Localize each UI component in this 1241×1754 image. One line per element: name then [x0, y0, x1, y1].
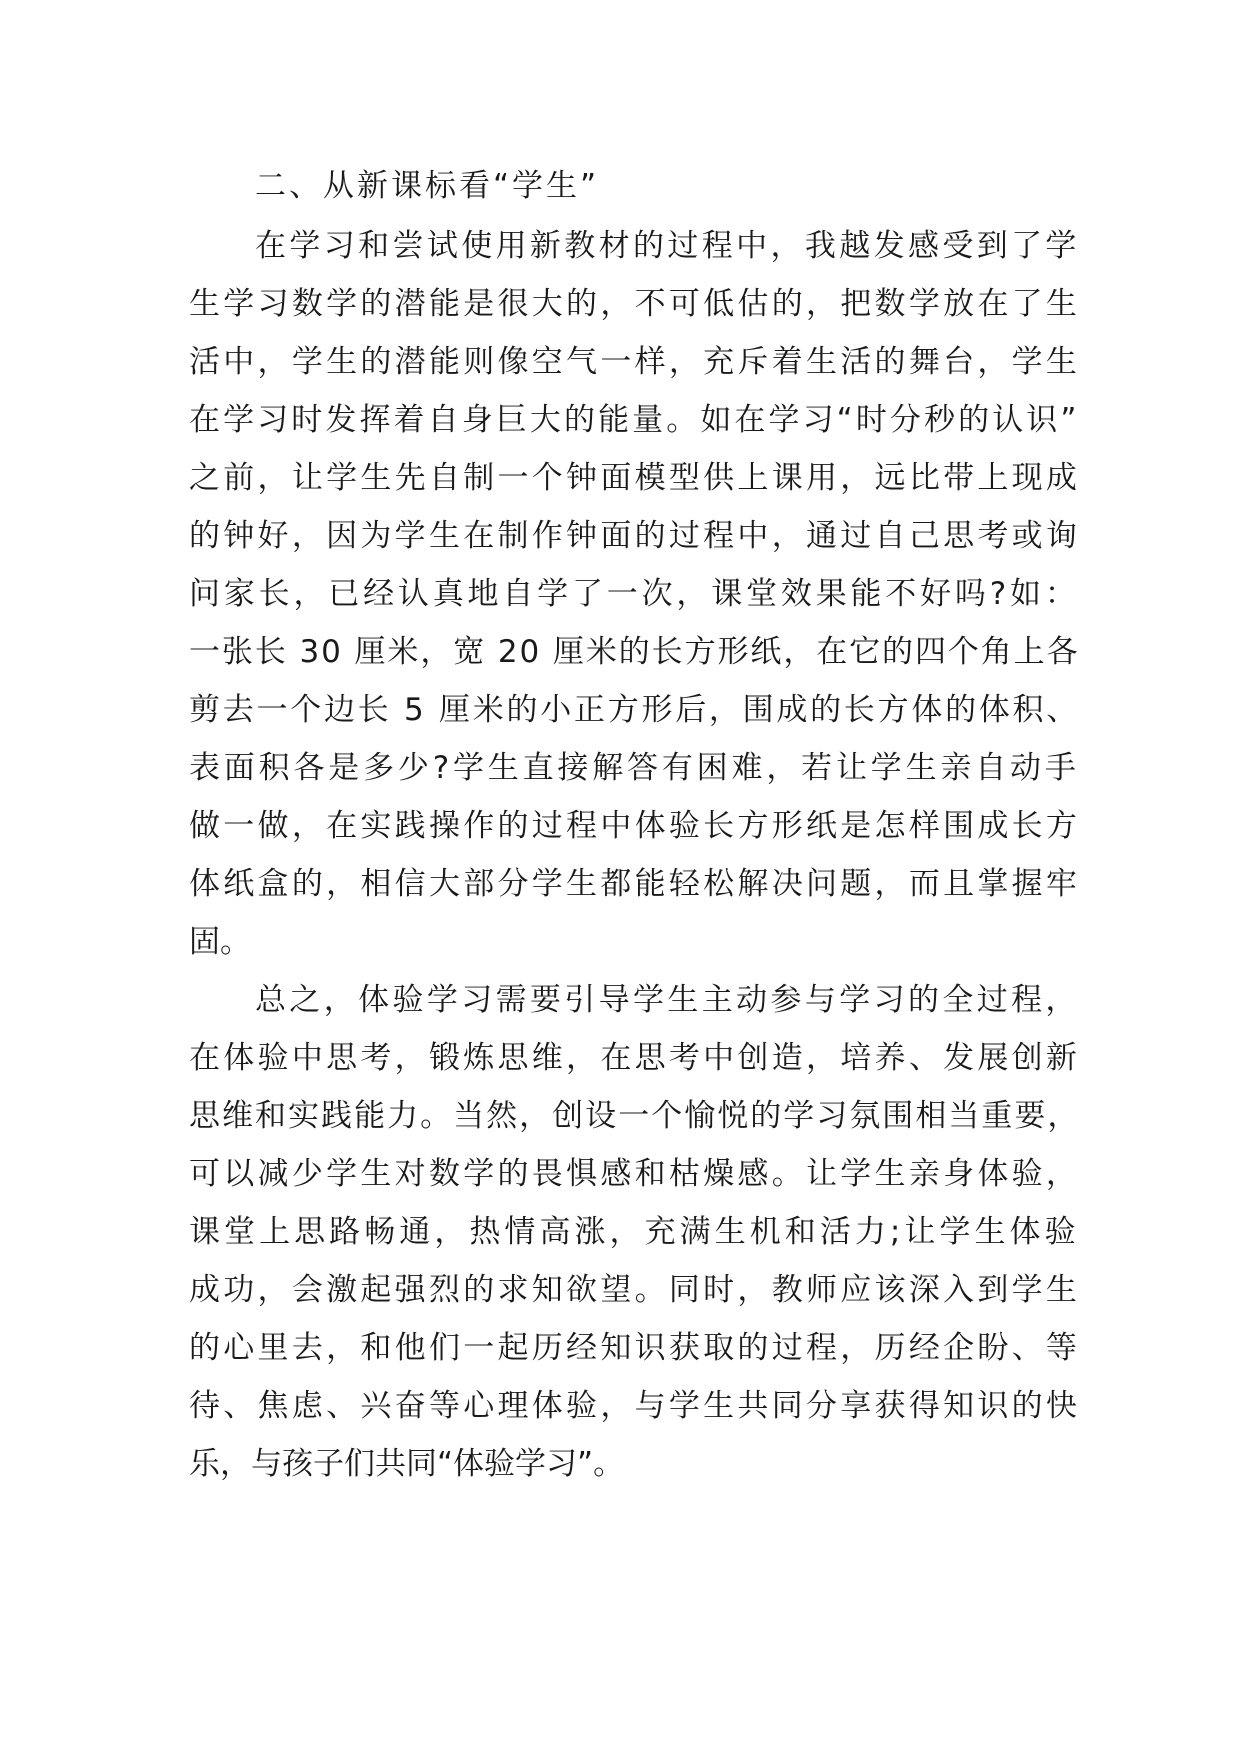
paragraph-line: 课堂上思路畅通，热情高涨，充满生机和活力;让学生体验 — [189, 1214, 1080, 1250]
paragraph-line: 之前，让学生先自制一个钟面模型供上课用，远比带上现成 — [189, 460, 1081, 496]
paragraph-line: 的钟好，因为学生在制作钟面的过程中，通过自己思考或询 — [189, 518, 1081, 554]
paragraph-line: 固。 — [189, 924, 251, 960]
section-heading: 二、从新课标看“学生” — [255, 168, 600, 204]
paragraph-line: 活中，学生的潜能则像空气一样，充斥着生活的舞台，学生 — [189, 344, 1081, 380]
paragraph-line: 的心里去，和他们一起历经知识获取的过程，历经企盼、等 — [189, 1330, 1081, 1366]
paragraph-line: 在学习时发挥着自身巨大的能量。如在学习“时分秒的认识” — [189, 402, 1080, 438]
paragraph-line: 做一做，在实践操作的过程中体验长方形纸是怎样围成长方 — [189, 808, 1081, 844]
paragraph-line: 表面积各是多少?学生直接解答有困难，若让学生亲自动手 — [189, 750, 1080, 786]
paragraph-line: 剪去一个边长 5 厘米的小正方形后，围成的长方体的体积、 — [189, 692, 1081, 728]
paragraph-line: 成功，会激起强烈的求知欲望。同时，教师应该深入到学生 — [189, 1272, 1081, 1308]
paragraph-line: 体纸盒的，相信大部分学生都能轻松解决问题，而且掌握牢 — [189, 866, 1081, 902]
paragraph-line: 一张长 30 厘米，宽 20 厘米的长方形纸，在它的四个角上各 — [189, 634, 1080, 670]
paragraph-line: 问家长，已经认真地自学了一次，课堂效果能不好吗?如： — [189, 576, 1080, 612]
paragraph-line: 总之，体验学习需要引导学生主动参与学习的全过程， — [255, 982, 1080, 1018]
paragraph-line: 生学习数学的潜能是很大的，不可低估的，把数学放在了生 — [189, 286, 1081, 322]
paragraph-line: 思维和实践能力。当然，创设一个愉悦的学习氛围相当重要， — [189, 1098, 1081, 1134]
paragraph-line: 在体验中思考，锻炼思维，在思考中创造，培养、发展创新 — [189, 1040, 1081, 1076]
paragraph-line: 待、焦虑、兴奋等心理体验，与学生共同分享获得知识的快 — [189, 1388, 1081, 1424]
paragraph-line: 可以减少学生对数学的畏惧感和枯燥感。让学生亲身体验， — [189, 1156, 1081, 1192]
paragraph-line: 在学习和尝试使用新教材的过程中，我越发感受到了学 — [255, 228, 1080, 264]
paragraph-line: 乐，与孩子们共同“体验学习”。 — [189, 1446, 625, 1482]
